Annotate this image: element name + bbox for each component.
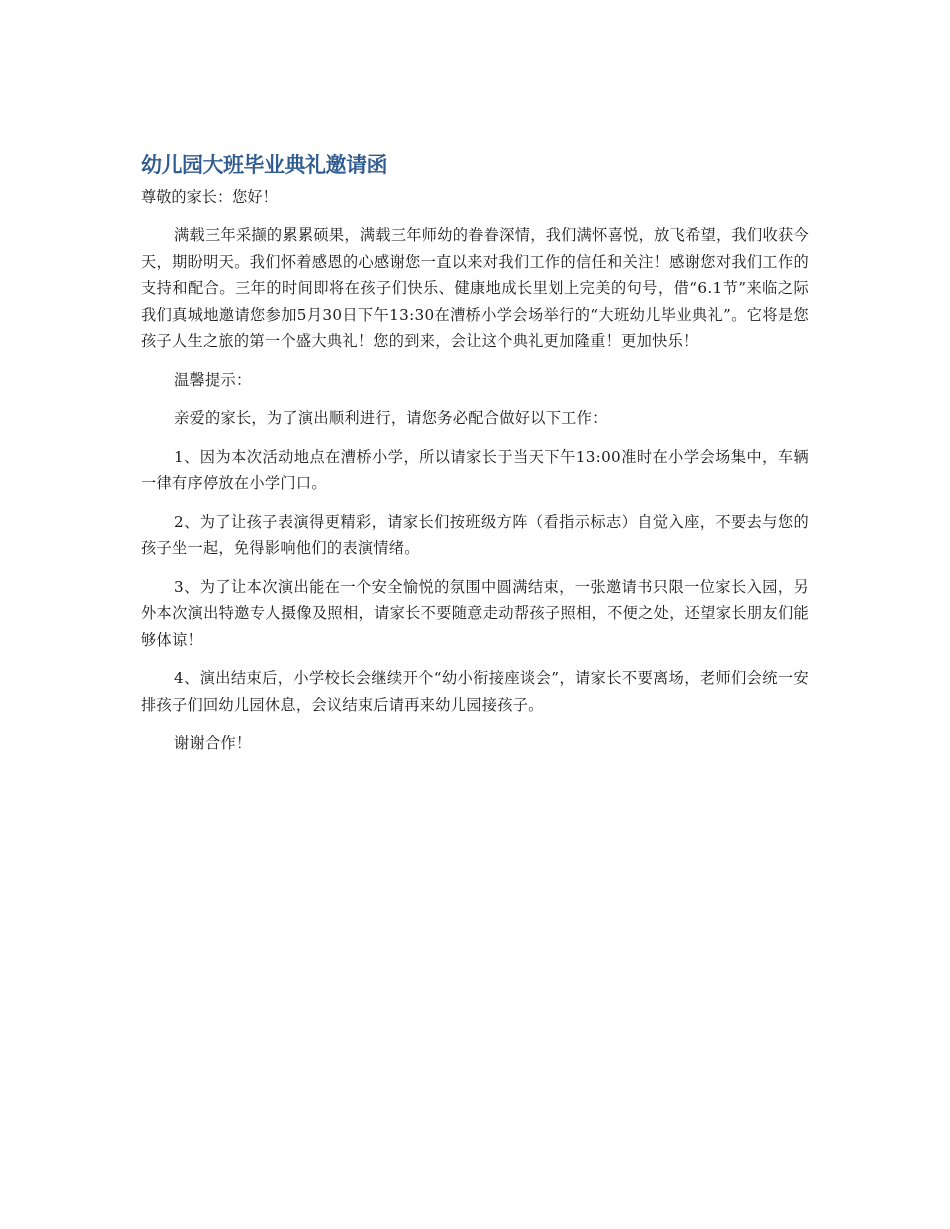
greeting-line: 尊敬的家长：您好！	[141, 188, 278, 206]
document-title: 幼儿园大班毕业典礼邀请函	[141, 153, 387, 177]
intro-paragraph: 满载三年采撷的累累硕果，满载三年师幼的眷眷深情，我们满怀喜悦，放飞希望，我们收获今天，期盼明天。我们怀着感恩的心感谢您一直以来对我们工作的信任和关注！感谢您对我们工作的支持和配合。三年的时间即将在孩子们快乐、健康地成长里划上完美的句号，借“6.1节”来临之际我们真城地邀请您参加5月30日下午13:30在漕桥小学会场举行的“大班幼儿毕业典礼”。它将是您孩子人生之旅的第一个盛大典礼！您的到来，会让这个典礼更加隆重！更加快乐！	[141, 226, 809, 350]
closing-thanks: 谢谢合作！	[174, 734, 252, 752]
tip-item-1: 1、因为本次活动地点在漕桥小学，所以请家长于当天下午13:00准时在小学会场集中，车辆一律有序停放在小学门口。	[141, 447, 809, 492]
tip-item-3: 3、为了让本次演出能在一个安全愉悦的氛围中圆满结束，一张邀请书只限一位家长入园，另外本次演出特邀专人摄像及照相，请家长不要随意走动帮孩子照相，不便之处，还望家长朋友们能够体谅！	[141, 577, 809, 649]
tips-intro: 亲爱的家长，为了演出顺利进行，请您务必配合做好以下工作：	[174, 409, 608, 427]
tip-item-2: 2、为了让孩子表演得更精彩，请家长们按班级方阵（看指示标志）自觉入座，不要去与您的孩子坐一起，免得影响他们的表演情绪。	[141, 512, 809, 557]
tips-heading: 温馨提示：	[174, 370, 252, 389]
document-body	[141, 150, 809, 769]
tip-item-4: 4、演出结束后，小学校长会继续开个“幼小衔接座谈会”，请家长不要离场，老师们会统一安排孩子们回幼儿园休息，会议结束后请再来幼儿园接孩子。	[141, 669, 809, 714]
